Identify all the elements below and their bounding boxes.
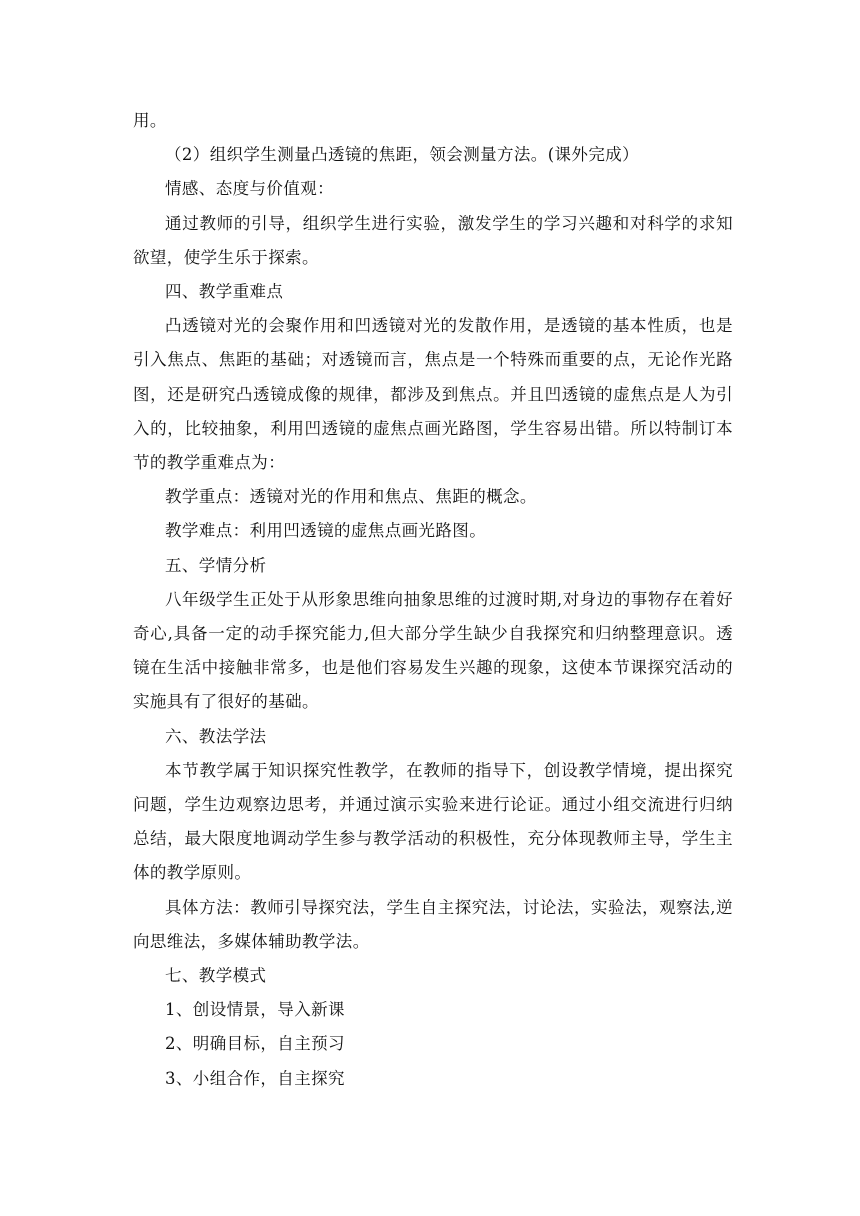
paragraph-specific-methods: 具体方法：教师引导探究法，学生自主探究法，讨论法，实验法，观察法,逆向思维法，多媒体辅助教学法。 <box>133 897 733 951</box>
section-heading-student-analysis: 五、学情分析 <box>165 555 267 575</box>
section-heading-teaching-methods: 六、教法学法 <box>165 726 267 746</box>
paragraph-emotion-objective: 通过教师的引导，组织学生进行实验，激发学生的学习兴趣和对科学的求知欲望，使学生乐于探索。 <box>133 213 733 267</box>
section-heading-key-difficult-points: 四、教学重难点 <box>165 282 284 302</box>
objective-measure-focal-length: （2）组织学生测量凸透镜的焦距，领会测量方法。(课外完成） <box>165 145 640 165</box>
teaching-key-point: 教学重点：透镜对光的作用和焦点、焦距的概念。 <box>165 487 537 507</box>
document-body <box>133 104 733 1096</box>
list-item-step-3: 3、小组合作，自主探究 <box>165 1068 345 1088</box>
paragraph-teaching-methods: 本节教学属于知识探究性教学，在教师的指导下，创设教学情境，提出探究问题，学生边观察边思考，并通过演示实验来进行论证。通过小组交流进行归纳总结，最大限度地调动学生参与教学活动的积极性，充分体现教师主导，学生主体的教学原则。 <box>133 760 733 883</box>
paragraph-key-difficult-explanation: 凸透镜对光的会聚作用和凹透镜对光的发散作用，是透镜的基本性质，也是引入焦点、焦距的基础；对透镜而言，焦点是一个特殊而重要的点，无论作光路图，还是研究凸透镜成像的规律，都涉及到焦点。并且凹透镜的虚焦点是人为引入的，比较抽象，利用凹透镜的虚焦点画光路图，学生容易出错。所以特制订本节的教学重难点为： <box>133 316 733 473</box>
section-heading-teaching-mode: 七、教学模式 <box>165 966 267 986</box>
paragraph-student-analysis: 八年级学生正处于从形象思维向抽象思维的过渡时期,对身边的事物存在着好奇心,具备一定的动手探究能力,但大部分学生缺少自我探究和归纳整理意识。透镜在生活中接触非常多，也是他们容易发生兴趣的现象，这使本节课探究活动的实施具有了很好的基础。 <box>133 589 733 712</box>
list-item-step-1: 1、创设情景，导入新课 <box>165 1000 345 1020</box>
paragraph-continuation: 用。 <box>133 111 167 130</box>
subheading-emotion-attitude-values: 情感、态度与价值观： <box>165 179 334 199</box>
list-item-step-2: 2、明确目标，自主预习 <box>165 1034 345 1054</box>
teaching-difficult-point: 教学难点：利用凹透镜的虚焦点画光路图。 <box>165 521 487 541</box>
